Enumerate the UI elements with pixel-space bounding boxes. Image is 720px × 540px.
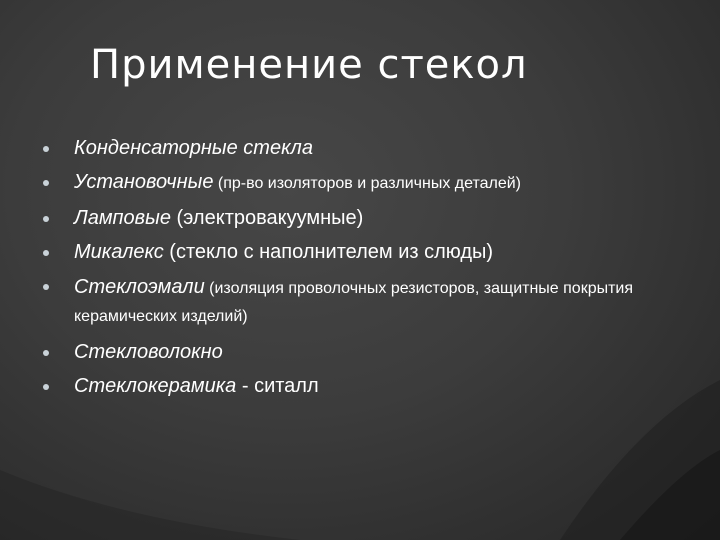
bullet-icon [43,146,49,152]
list-item [40,274,700,330]
item-note: (электровакуумные) [170,207,364,229]
item-note: - ситалл [236,375,319,397]
item-term: Стекловолокно [74,341,223,363]
item-term: Установочные [74,171,214,193]
bullet-icon [43,284,49,290]
list-item [40,136,700,160]
list-item [40,240,700,264]
item-note: (изоляция проволочных резисторов, защитные покрытия керамических изделий) [74,280,634,325]
slide-title: Применение стекол [90,42,528,88]
bullet-icon [43,350,49,356]
item-note: (стекло с наполнителем из слюды) [163,241,494,263]
bullet-icon [43,384,49,390]
bullet-icon [43,180,49,186]
item-term: Микалекс [74,241,164,263]
item-term: Стеклокерамика [74,375,237,397]
list-item [40,374,700,398]
list-item [40,206,700,230]
bullet-icon [43,250,49,256]
list-item [40,170,700,196]
list-item [40,340,700,364]
bullet-list [40,136,700,408]
item-note: (пр-во изоляторов и различных деталей) [213,175,522,192]
bullet-icon [43,216,49,222]
item-term: Конденсаторные стекла [74,137,313,159]
item-term: Стеклоэмали [74,276,205,298]
item-term: Ламповые [74,207,171,229]
